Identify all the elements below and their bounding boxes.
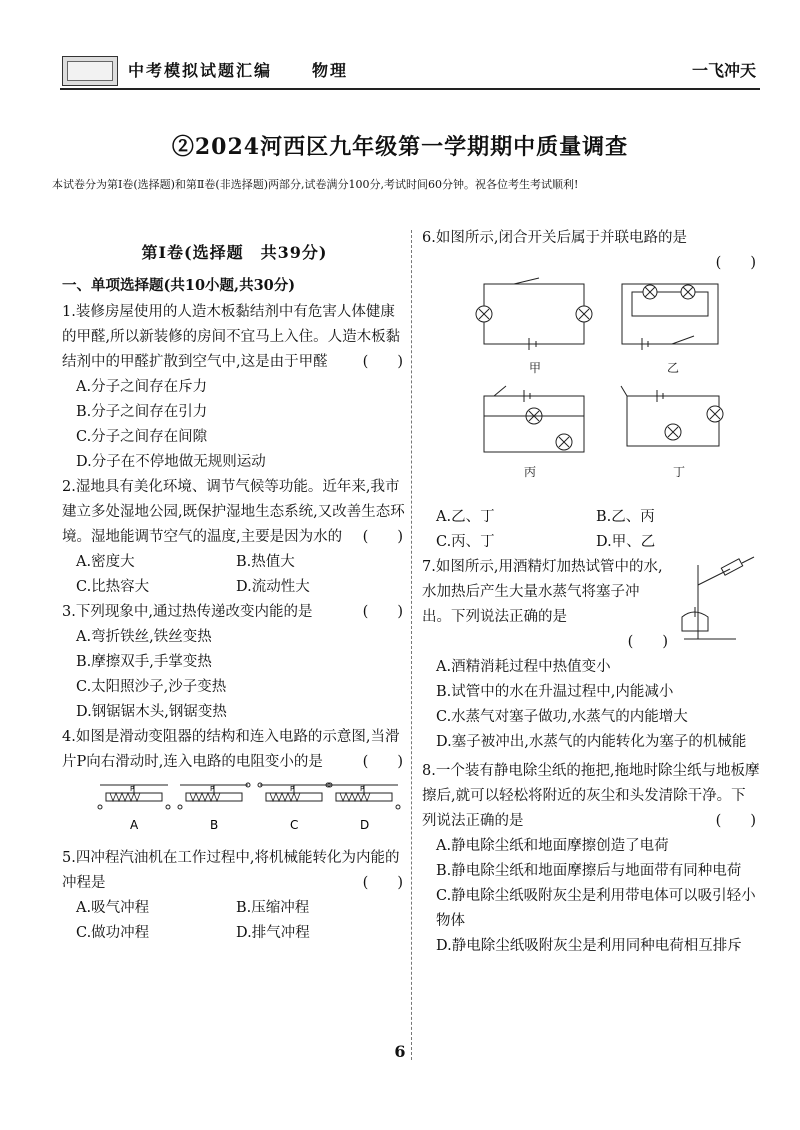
circuit-yi (622, 284, 718, 375)
left-column (62, 240, 407, 946)
column-divider (411, 230, 413, 1060)
answer-paren: ( ) (362, 754, 403, 770)
option-d: D.分子在不停地做无规则运动 (76, 454, 266, 470)
section-title: 第Ⅰ卷(选择题 共39分) (141, 243, 328, 262)
option-b: B.试管中的水在升温过程中,内能减小 (436, 684, 674, 700)
option-d: D.静电除尘纸吸附灰尘是利用同种电荷相互排斥 (436, 938, 742, 954)
slider-p-label: P (290, 785, 295, 793)
question-4 (62, 725, 407, 846)
question-stem: 2.湿地具有美化环境、调节气候等功能。近年来,我市建立多处湿地公园,既保护湿地生态系统,又改善生态环境。湿地能调节空气的温度,主要是因为水的 ( ) (62, 475, 407, 550)
slider-p-label: P (360, 785, 365, 793)
option-b: B.静电除尘纸和地面摩擦后与地面带有同种电荷 (436, 863, 742, 879)
slider-p-label: P (130, 785, 135, 793)
question-stem: 1.装修房屋使用的人造木板黏结剂中有危害人体健康的甲醛,所以新装修的房间不宜马上入住。人造木板黏结剂中的甲醛扩散到空气中,这是由于甲醛 ( ) (62, 300, 407, 375)
option-a: A.分子之间存在斥力 (76, 379, 208, 395)
question-stem: 8.一个装有静电除尘纸的拖把,拖地时除尘纸与地板摩擦后,就可以轻松将附近的灰尘和头发清除干净。下列说法正确的是 ( ) (422, 759, 760, 834)
question-8 (422, 759, 760, 959)
exam-notice: 本试卷分为第Ⅰ卷(选择题)和第Ⅱ卷(非选择题)两部分,试卷满分100分,考试时间60分钟。祝各位考生考试顺利! (52, 178, 579, 191)
option-c: C.太阳照沙子,沙子变热 (76, 679, 227, 695)
answer-paren: ( ) (715, 255, 756, 271)
circuit-figures (422, 276, 760, 496)
rheostat-a (98, 785, 170, 832)
answer-paren: ( ) (362, 875, 403, 891)
answer-paren: ( ) (715, 813, 756, 829)
option-a: A.密度大 (76, 554, 135, 570)
answer-paren: ( ) (362, 604, 403, 620)
series-title: 中考模拟试题汇编 (128, 61, 273, 80)
option-b: B.乙、丙 (596, 509, 655, 525)
option-a: A.乙、丁 (436, 509, 495, 525)
label-yi: 乙 (667, 361, 680, 375)
question-stem: 4.如图是滑动变阻器的结构和连入电路的示意图,当滑片P向右滑动时,连入电路的电阻变小的是 ( ) (62, 725, 407, 775)
option-d: D.塞子被冲出,水蒸气的内能转化为塞子的机械能 (436, 734, 747, 750)
test-tube-figure (674, 555, 760, 647)
option-c: C.比热容大 (76, 579, 150, 595)
option-c: C.静电除尘纸吸附灰尘是利用带电体可以吸引轻小物体 (436, 888, 756, 929)
circuit-ding (621, 386, 723, 479)
question-stem: 6.如图所示,闭合开关后属于并联电路的是 (422, 230, 687, 246)
option-label-d: D (360, 818, 370, 832)
option-a: A.弯折铁丝,铁丝变热 (76, 629, 212, 645)
option-label-a: A (130, 818, 139, 832)
label-jia: 甲 (529, 361, 542, 375)
option-c: C.丙、丁 (436, 534, 495, 550)
rheostat-c (258, 783, 330, 832)
circuit-bing (484, 386, 584, 479)
option-c: C.水蒸气对塞子做功,水蒸气的内能增大 (436, 709, 688, 725)
answer-paren: ( ) (627, 634, 668, 650)
circuit-jia (476, 278, 592, 375)
brand-label: 一飞冲天 (691, 61, 756, 80)
question-6 (422, 226, 760, 555)
option-d: D.流动性大 (236, 579, 310, 595)
label-bing: 丙 (524, 465, 537, 479)
exam-title: ②2024河西区九年级第一学期期中质量调查 (171, 134, 629, 160)
subject-label: 物理 (312, 61, 349, 80)
option-a: A.吸气冲程 (76, 900, 150, 916)
question-stem: 7.如图所示,用酒精灯加热试管中的水,水加热后产生大量水蒸气将塞子冲出。下列说法正确的是 (422, 559, 663, 625)
book-logo (62, 56, 118, 86)
question-7 (422, 555, 760, 755)
question-5 (62, 846, 407, 946)
option-a: A.酒精消耗过程中热值变小 (436, 659, 611, 675)
question-stem: 5.四冲程汽油机在工作过程中,将机械能转化为内能的冲程是 ( ) (62, 846, 407, 896)
right-column (422, 226, 760, 959)
rheostat-d (328, 783, 400, 832)
part-heading: 一、单项选择题(共10小题,共30分) (62, 277, 296, 294)
slider-p-label: P (210, 785, 215, 793)
option-d: D.甲、乙 (596, 534, 656, 550)
option-label-c: C (290, 818, 299, 832)
header-rule (60, 88, 760, 90)
option-a: A.静电除尘纸和地面摩擦创造了电荷 (436, 838, 669, 854)
option-c: C.做功冲程 (76, 925, 150, 941)
question-1 (62, 300, 407, 475)
page-header (0, 46, 800, 96)
question-3 (62, 600, 407, 725)
option-label-b: B (210, 818, 219, 832)
answer-paren: ( ) (362, 354, 403, 370)
option-b: B.压缩冲程 (236, 900, 310, 916)
answer-paren: ( ) (362, 529, 403, 545)
rheostat-figure (62, 775, 407, 837)
option-b: B.摩擦双手,手掌变热 (76, 654, 212, 670)
question-2 (62, 475, 407, 600)
rheostat-b (178, 783, 250, 832)
question-stem: 3.下列现象中,通过热传递改变内能的是 ( ) (62, 600, 407, 625)
page-number: 6 (394, 1042, 406, 1061)
option-b: B.分子之间存在引力 (76, 404, 208, 420)
option-b: B.热值大 (236, 554, 295, 570)
option-d: D.钢锯锯木头,钢锯变热 (76, 704, 227, 720)
option-d: D.排气冲程 (236, 925, 310, 941)
label-ding: 丁 (673, 465, 686, 479)
option-c: C.分子之间存在间隙 (76, 429, 208, 445)
